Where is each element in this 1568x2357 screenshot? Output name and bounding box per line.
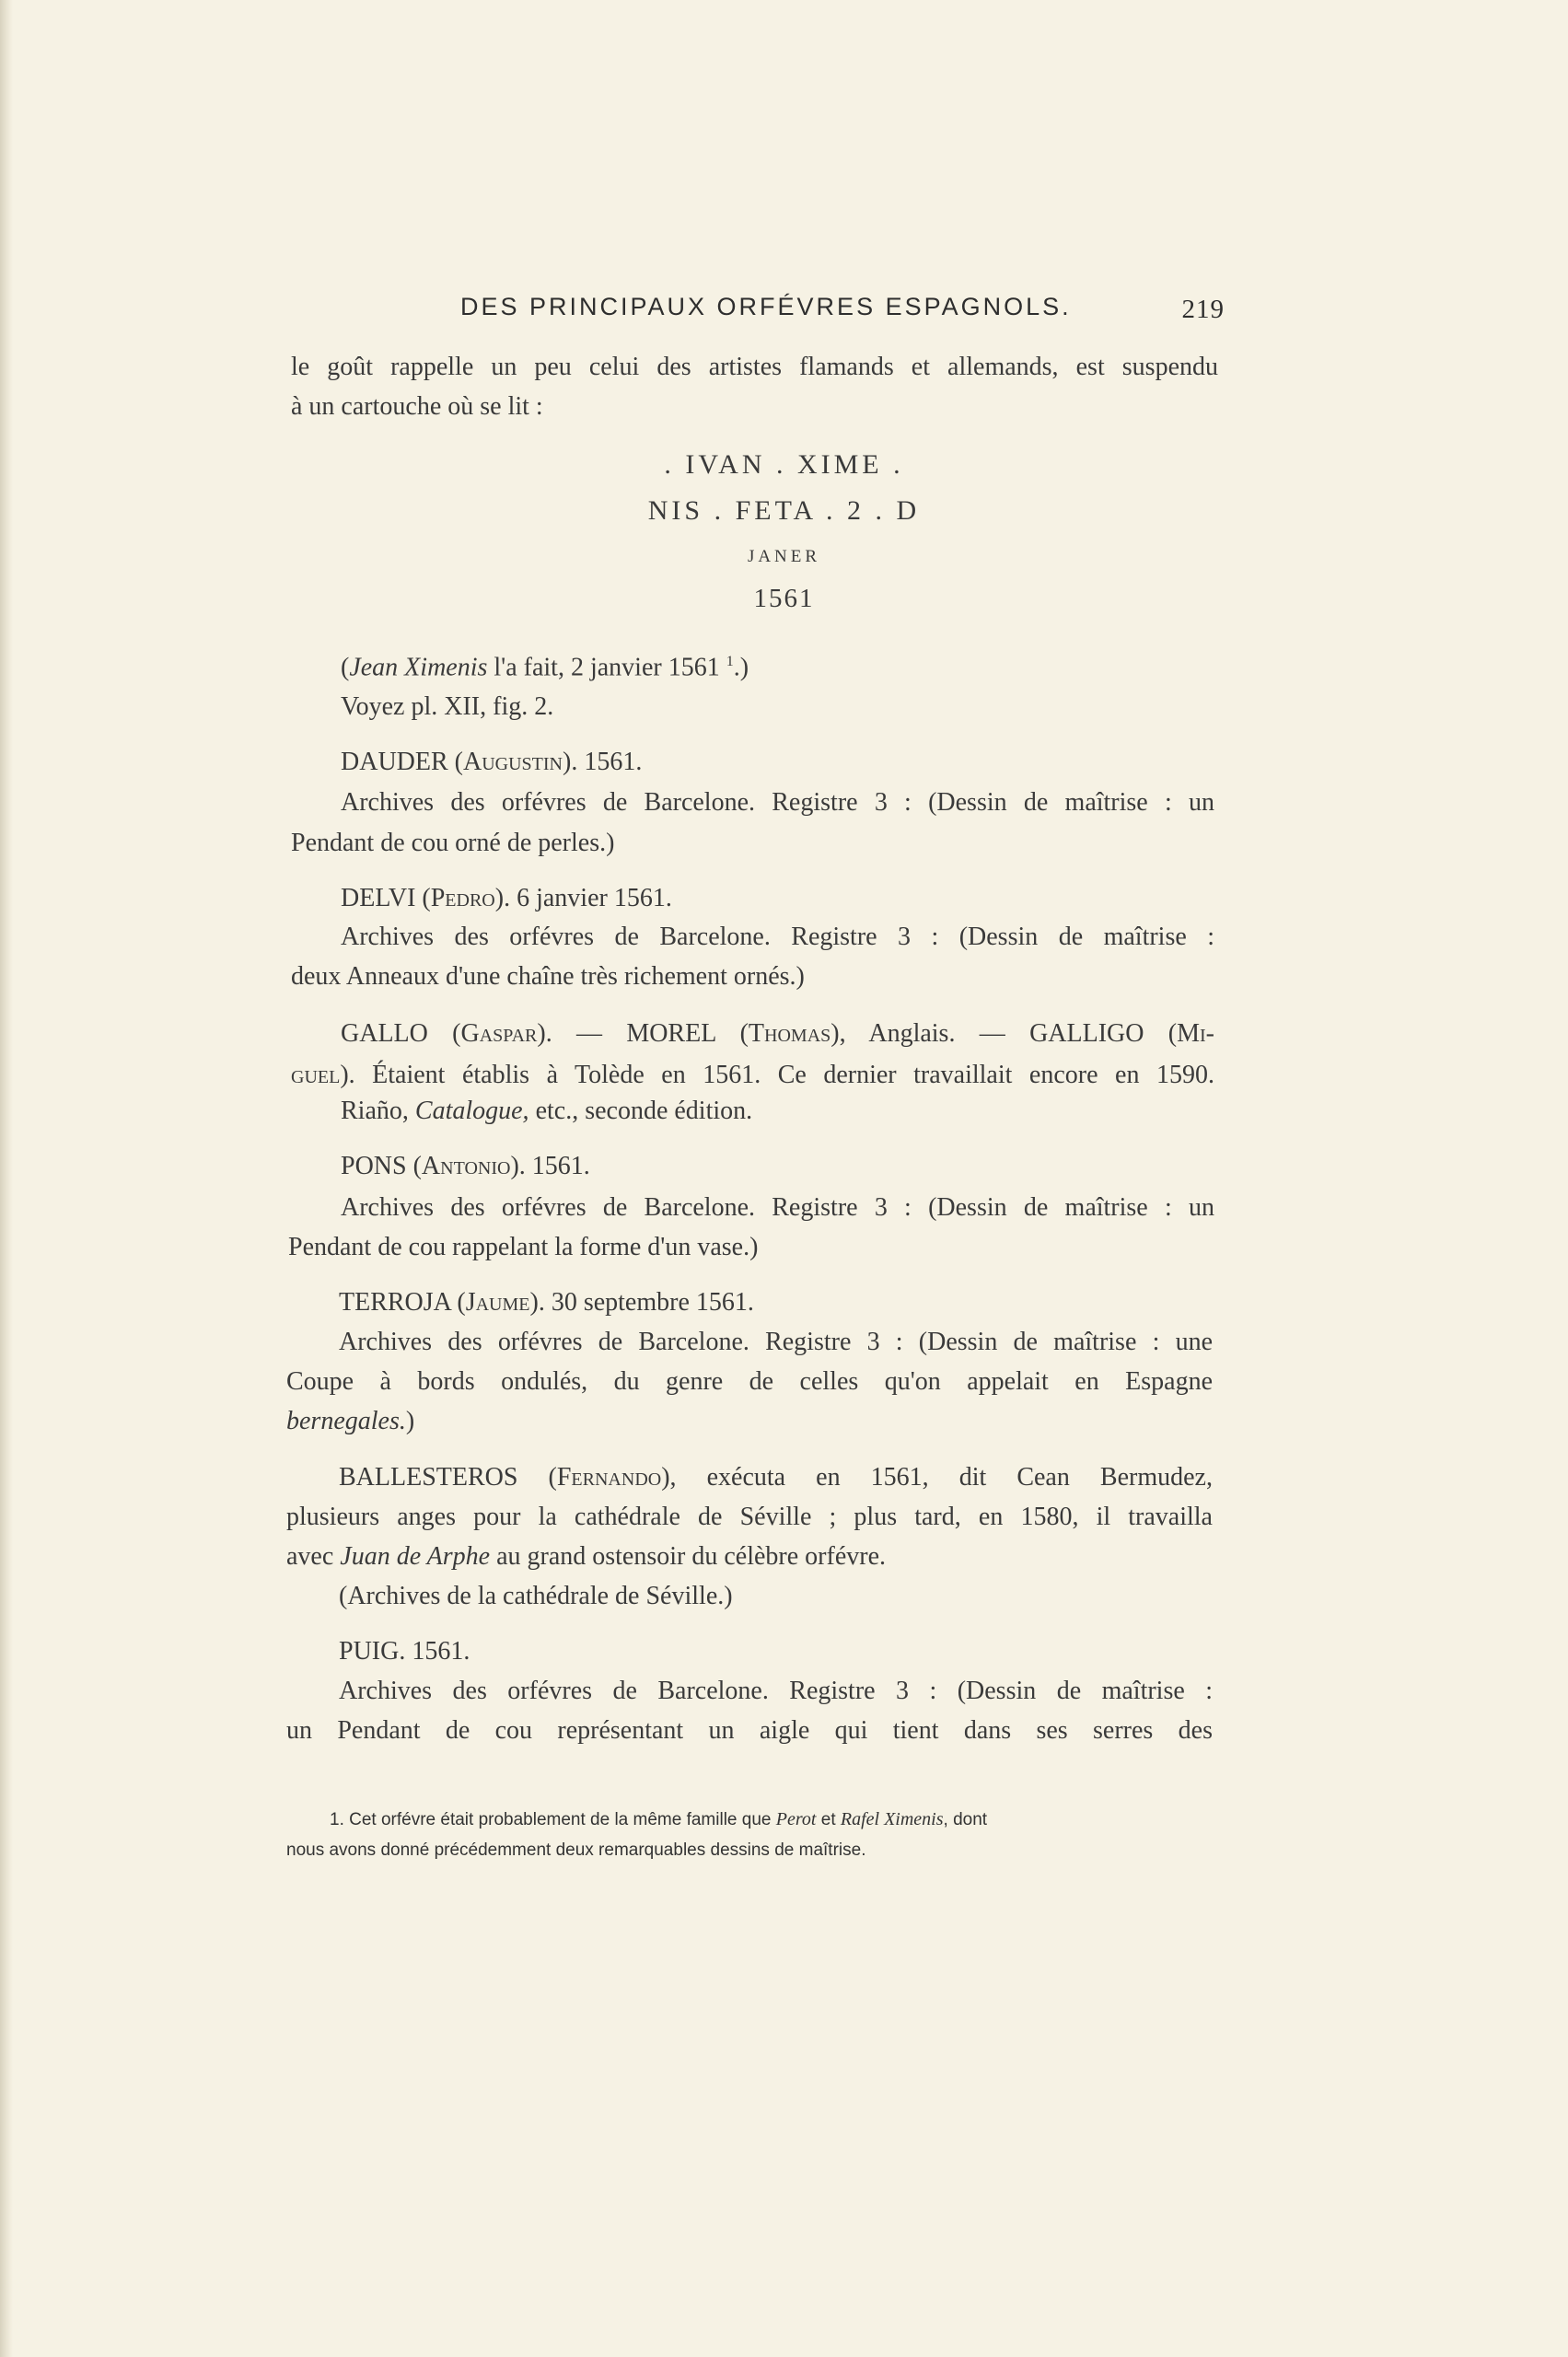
- entry-terroja-heading: TERROJA (Jaume). 30 septembre 1561.: [339, 1288, 754, 1317]
- inscription-line-3: JANER: [747, 547, 821, 566]
- see-plate: Voyez pl. XII, fig. 2.: [341, 692, 554, 721]
- entry-terroja-line-3: bernegales.): [286, 1407, 415, 1435]
- footnote-ref: 1: [726, 654, 734, 669]
- entry-terroja-line-2: Coupe à bords ondulés, du genre de celles qu'on appelait en Espagne: [286, 1367, 1213, 1396]
- entry-ballesteros-line-3: avec Juan de Arphe au grand ostensoir du célèbre orfévre.: [286, 1542, 887, 1571]
- intro-line-2: à un cartouche où se lit :: [291, 392, 543, 421]
- entry-dauder-line-1: Archives des orfévres de Barcelone. Registre 3 : (Dessin de maîtrise : un: [341, 788, 1214, 817]
- running-header: [460, 293, 1225, 324]
- entry-ballesteros-line-4: (Archives de la cathédrale de Séville.): [339, 1582, 733, 1610]
- entry-ballesteros-heading: BALLESTEROS (Fernando), exécuta en 1561, dit Cean Bermudez,: [339, 1463, 1213, 1492]
- artist-name: Jean Ximenis: [349, 653, 488, 682]
- entry-terroja-line-1: Archives des orfévres de Barcelone. Registre 3 : (Dessin de maîtrise : une: [339, 1328, 1213, 1356]
- page-number: 219: [1181, 295, 1225, 324]
- entry-gallo-heading: GALLO (Gaspar). — MOREL (Thomas), Anglais. — GALLIGO (Mi-: [341, 1019, 1215, 1048]
- page-edge-shadow: [0, 0, 13, 2357]
- entry-puig-line-2: un Pendant de cou représentant un aigle qui tient dans ses serres des: [286, 1716, 1213, 1745]
- entry-ballesteros-line-2: plusieurs anges pour la cathédrale de Séville ; plus tard, en 1580, il travailla: [286, 1503, 1213, 1531]
- entry-puig-heading: PUIG. 1561.: [339, 1637, 470, 1666]
- entry-delvi-line-2: deux Anneaux d'une chaîne très richement ornés.): [291, 962, 805, 991]
- entry-gallo-line-3: Riaño, Catalogue, etc., seconde édition.: [341, 1097, 753, 1125]
- inscription-line-2: NIS . FETA . 2 . D: [647, 495, 921, 526]
- entry-dauder-line-2: Pendant de cou orné de perles.): [291, 829, 615, 857]
- header-title: DES PRINCIPAUX ORFÉVRES ESPAGNOLS.: [460, 293, 1072, 320]
- entry-gallo-line-2: guel). Étaient établis à Tolède en 1561. Ce dernier travaillait encore en 1590.: [291, 1061, 1214, 1089]
- translation-line: (Jean Ximenis l'a fait, 2 janvier 1561 $^1$.): [341, 653, 749, 682]
- entry-dauder-heading: DAUDER (Augustin). 1561.: [341, 748, 643, 776]
- inscription-line-4: 1561: [753, 584, 815, 613]
- entry-puig-line-1: Archives des orfévres de Barcelone. Registre 3 : (Dessin de maîtrise :: [339, 1677, 1213, 1705]
- inscription-line-1: . IVAN . XIME .: [664, 449, 904, 480]
- entry-delvi-heading: DELVI (Pedro). 6 janvier 1561.: [341, 884, 672, 912]
- entry-pons-line-2: Pendant de cou rappelant la forme d'un vase.): [288, 1233, 759, 1261]
- entry-pons-heading: PONS (Antonio). 1561.: [341, 1152, 590, 1180]
- entry-delvi-line-1: Archives des orfévres de Barcelone. Registre 3 : (Dessin de maîtrise :: [341, 923, 1214, 951]
- footnote-line-2: nous avons donné précédemment deux remarquables dessins de maîtrise.: [286, 1840, 866, 1860]
- intro-line-1: le goût rappelle un peu celui des artistes flamands et allemands, est suspendu: [291, 353, 1218, 381]
- footnote-line-1: 1. Cet orfévre était probablement de la même famille que Perot et Rafel Ximenis, dont: [330, 1809, 988, 1829]
- entry-pons-line-1: Archives des orfévres de Barcelone. Registre 3 : (Dessin de maîtrise : un: [341, 1193, 1214, 1222]
